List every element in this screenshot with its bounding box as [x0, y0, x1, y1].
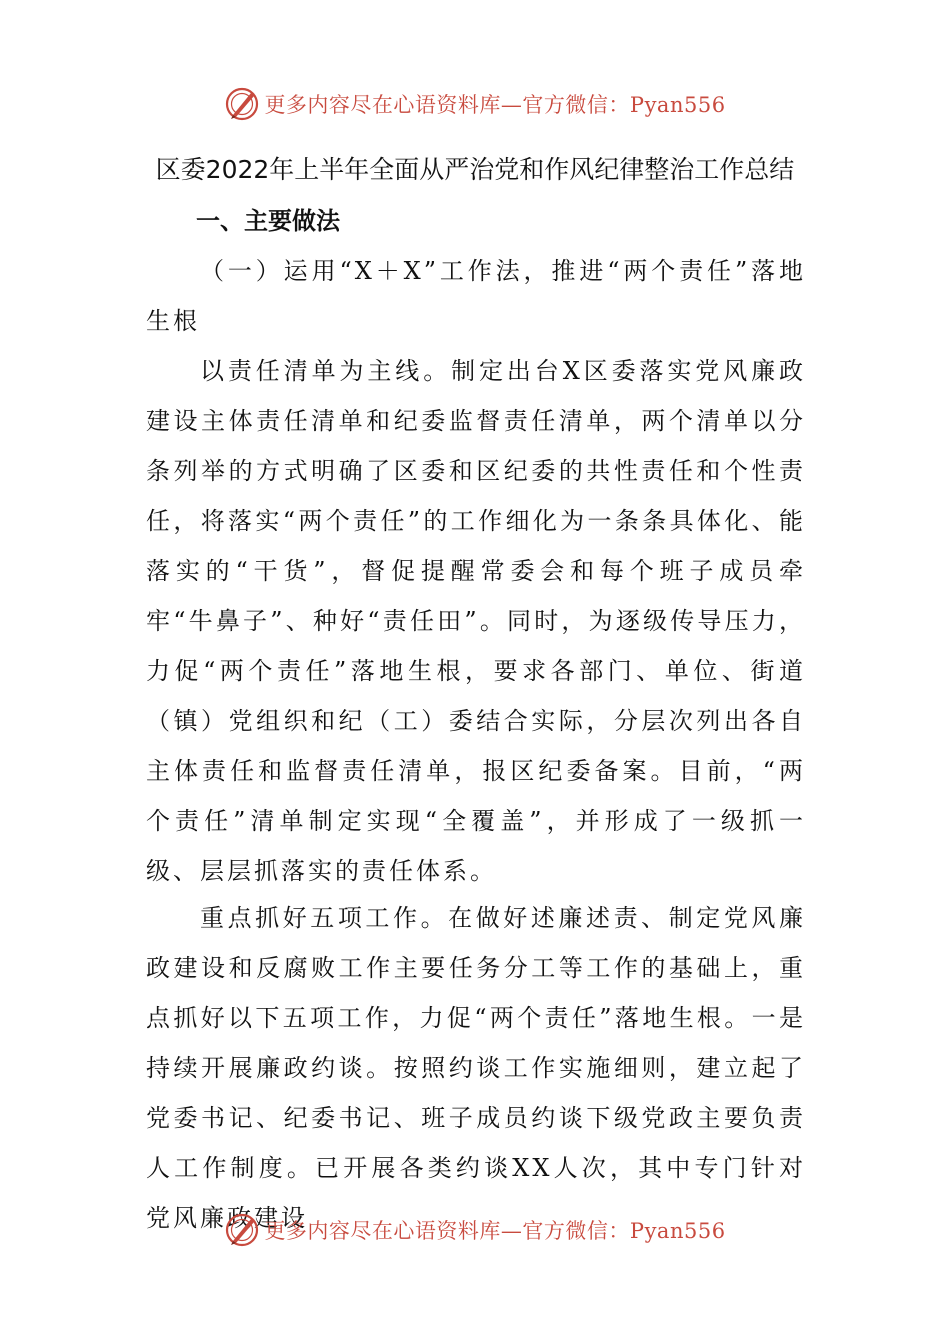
subheading: （一）运用“X＋X”工作法，推进“两个责任”落地生根 — [146, 257, 806, 335]
section-heading: 一、主要做法 — [196, 207, 340, 235]
body-paragraph: 以责任清单为主线。制定出台X区委落实党风廉政建设主体责任清单和纪委监督责任清单，两个清单以分条列举的方式明确了区委和区纪委的共性责任和个性责任，将落实“两个责任”的工作细化为一条条具体化、能落实的“干货”，督促提醒常委会和每个班子成员牵牢“牛鼻子”、种好“责任田”。同时，为逐级传导压力，力促“两个责任”落地生根，要求各部门、单位、街道（镇）党组织和纪（工）委结合实际，分层次列出各自主体责任和监督责任清单，报区纪委备案。目前，“两个责任”清单制定实现“全覆盖”，并形成了一级抓一级、层层抓落实的责任体系。 — [146, 357, 806, 885]
red-pen-circle-logo-icon — [224, 86, 260, 122]
document-title: 区委2022年上半年全面从严治党和作风纪律整治工作总结 — [155, 155, 795, 184]
body-paragraph: 重点抓好五项工作。在做好述廉述责、制定党风廉政建设和反腐败工作主要任务分工等工作的基础上，重点抓好以下五项工作，力促“两个责任”落地生根。一是持续开展廉政约谈。按照约谈工作实施细则，建立起了党委书记、纪委书记、班子成员约谈下级党政主要负责人工作制度。已开展各类约谈XX人次，其中专门针对党风廉政建设 — [146, 904, 806, 1232]
footer-watermark-banner — [0, 1208, 950, 1252]
header-watermark-banner — [0, 82, 950, 126]
watermark-text: 更多内容尽在心语资料库—官方微信：Pyan556 — [264, 93, 726, 117]
red-pen-circle-logo-icon — [224, 1212, 260, 1248]
watermark-text: 更多内容尽在心语资料库—官方微信：Pyan556 — [264, 1219, 726, 1243]
